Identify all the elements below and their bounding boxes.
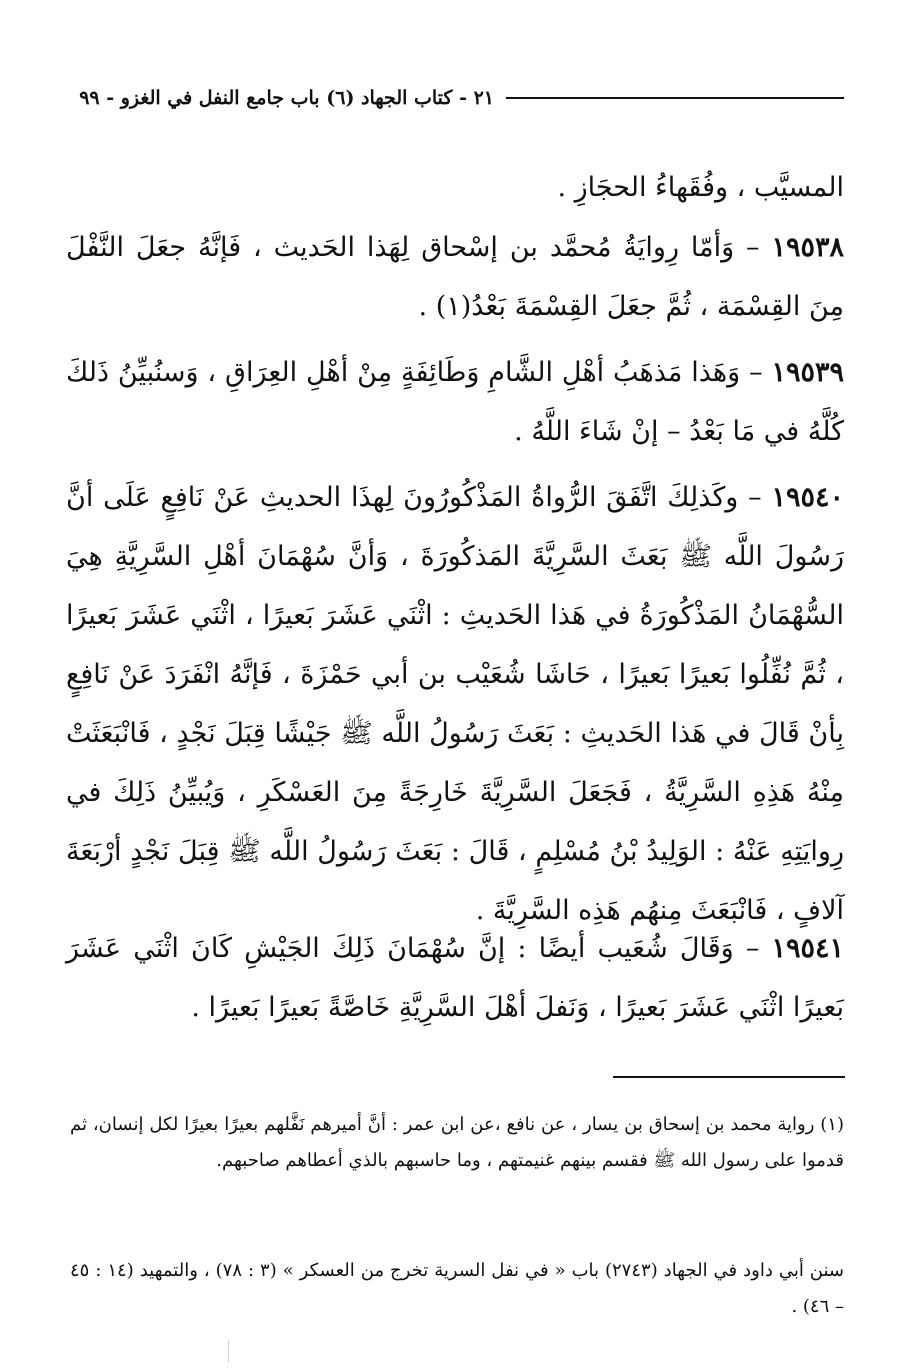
paragraph-text: – وَهَذا مَذهَبُ أهْلِ الشَّامِ وَطَائِفَةٍ مِنْ أهْلِ العِرَاقِ ، وَسنُبيِّنُ ذَلكَ كُلَّهُ في مَا بَعْدُ – إنْ شَاءَ اللَّهُ . <box>66 357 844 447</box>
paragraph-number: ١٩٥٣٨ <box>771 232 844 263</box>
scan-mark <box>228 1340 229 1362</box>
header-rule <box>506 97 844 99</box>
footnote-rule <box>613 1076 845 1078</box>
paragraph-number: ١٩٥٤٠ <box>771 482 845 513</box>
paragraph-text: المسيَّب ، وفُقَهاءُ الحجَازِ . <box>557 172 844 203</box>
paragraph-number: ١٩٥٤١ <box>771 933 844 964</box>
paragraph-continuation <box>66 158 844 217</box>
paragraph-19540 <box>66 468 844 940</box>
paragraph-19539 <box>66 343 844 461</box>
footnote-1: (١) رواية محمد بن إسحاق بن يسار ، عن نافع ،عن ابن عمر : أنَّ أميرهم نَفَّلهم بعيرًا بعيرًا لكل إنسان، ثم قدموا على رسول الله ﷺ فقسم بينهم غنيمتهم ، وما حاسبهم بالذي أعطاهم صاحبهم. <box>70 1114 844 1171</box>
running-head: ٢١ - كتاب الجهاد (٦) باب جامع النفل في الغزو - ٩٩ <box>79 87 494 109</box>
paragraph-text: – وَأمّا رِوايَةُ مُحمَّد بن إسْحاق لِهَذا الحَديث ، فَإنَّهُ جعَلَ النَّفْلَ مِنَ القِسْمَة ، ثُمَّ جعَلَ القِسْمَةَ بَعْدُ(١) . <box>66 232 844 322</box>
paragraph-text: – وَقَالَ شُعَيب أيضًا : إنَّ سُهْمَانَ ذَلِكَ الجَيْشِ كَانَ اثْنَي عَشَرَ بَعيرًا اثْنَي عَشَرَ بَعيرًا ، وَنَفلَ أهْلَ السَّرِيَّةِ خَاصَّةً بَعيرًا بَعيرًا . <box>66 933 844 1023</box>
paragraph-19541 <box>66 919 844 1037</box>
paragraph-text: – وكَذلِكَ اتَّفَقَ الرُّواةُ المَذْكُورُونَ لِهذَا الحديثِ عَنْ نَافِعٍ عَلَى أنَّ رَسُولَ اللَّه ﷺ بَعَثَ السَّرِيَّةَ المَذكُورَةَ ، وَأنَّ سُهْمَانَ أهْلِ السَّرِيَّةِ هِيَ السُّهْمَانُ المَذْكُورَةُ في هَذا الحَديثِ : اثْنَي عَشَرَ بَعيرًا ، اثْنَي عَشَرَ بَعيرًا ، ثُمَّ نُفِّلُوا بَعيرًا بَعيرًا ، حَاشَا شُعَيْب بن أبي حَمْزَةَ ، فَإنَّهُ انْفَرَدَ عَنْ نَافِعٍ بِأنْ قَالَ في هَذا الحَديثِ : بَعَثَ رَسُولُ اللَّه ﷺ جَيْشًا قِبَلَ نَجْدٍ ، فَانْبَعَثَتْ مِنْهُ هَذِهِ السَّرِيَّةُ ، فَجَعَلَ السَّرِيَّةَ خَارِجَةً مِنَ العَسْكَرِ ، وَيُبيِّنُ ذَلِكَ في رِوايَتِهِ عَنْهُ : الوَلِيدُ بْنُ مُسْلِمٍ ، قَالَ : بَعَثَ رَسُولُ اللَّه ﷺ قِبَلَ نَجْدٍ أرْبَعَةَ آلافٍ ، فَانْبَعَثَ مِنهُم هَذِه السَّرِيَّةَ . <box>66 482 844 926</box>
paragraph-19538 <box>66 218 844 336</box>
paragraph-number: ١٩٥٣٩ <box>771 357 844 388</box>
footnote-reference: سنن أبي داود في الجهاد (٢٧٤٣) باب « في نفل السرية تخرج من العسكر » (٣ : ٧٨) ، والتمهيد (١٤ : ٤٥ – ٤٦) . <box>70 1260 845 1317</box>
